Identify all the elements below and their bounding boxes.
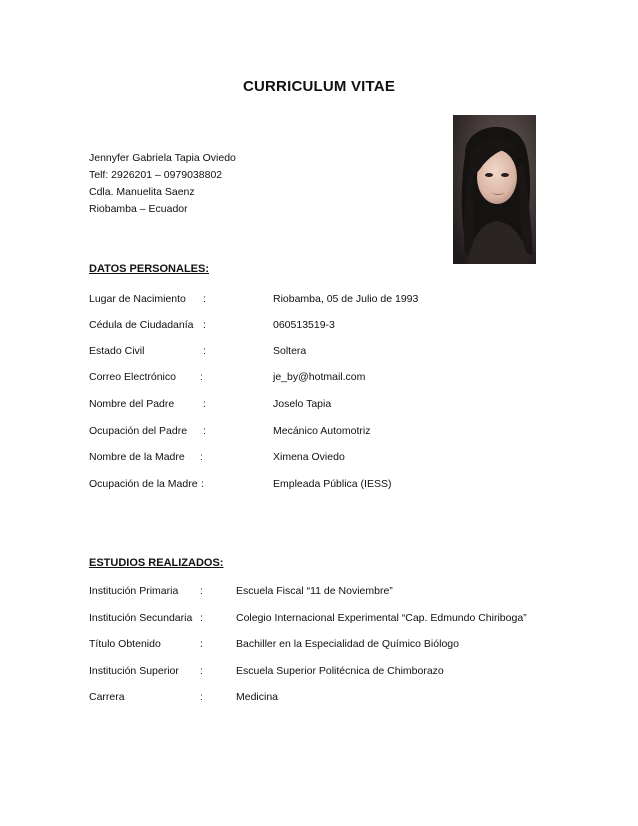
- studies-heading: ESTUDIOS REALIZADOS:: [89, 557, 224, 569]
- document-title: CURRICULUM VITAE: [242, 78, 396, 95]
- row-label: Institución Secundaria: [89, 612, 193, 624]
- row-separator: :: [200, 665, 203, 677]
- row-separator: :: [200, 638, 203, 650]
- row-separator: :: [203, 398, 206, 410]
- contact-name: Jennyfer Gabriela Tapia Oviedo: [89, 152, 236, 164]
- row-label: Ocupación de la Madre: [89, 478, 198, 490]
- row-separator: :: [200, 612, 203, 624]
- contact-phone: Telf: 2926201 – 0979038802: [89, 169, 223, 181]
- row-value: Escuela Superior Politécnica de Chimborazo: [236, 665, 444, 677]
- row-separator: :: [203, 425, 206, 437]
- row-label: Carrera: [89, 691, 125, 703]
- row-value: Joselo Tapia: [273, 398, 332, 410]
- row-value: Medicina: [236, 691, 279, 703]
- row-value: Colegio Internacional Experimental “Cap. Edmundo Chiriboga”: [236, 612, 527, 624]
- profile-photo: [453, 115, 536, 264]
- row-value: 060513519-3: [273, 319, 335, 331]
- row-value: Bachiller en la Especialidad de Químico Biólogo: [236, 638, 459, 650]
- row-label: Nombre del Padre: [89, 398, 175, 410]
- row-label: Ocupación del Padre: [89, 425, 188, 437]
- row-separator: :: [200, 691, 203, 703]
- row-label: Institución Superior: [89, 665, 179, 677]
- row-value: Soltera: [273, 345, 307, 357]
- contact-city: Riobamba – Ecuador: [89, 203, 188, 215]
- row-label: Título Obtenido: [89, 638, 161, 650]
- row-value: Mecánico Automotriz: [273, 425, 371, 437]
- row-separator: :: [200, 585, 203, 597]
- row-label: Cédula de Ciudadanía: [89, 319, 194, 331]
- row-label: Estado Civil: [89, 345, 145, 357]
- personal-data-heading: DATOS PERSONALES:: [89, 263, 209, 275]
- row-separator: :: [203, 319, 206, 331]
- row-label: Correo Electrónico: [89, 371, 176, 383]
- row-value: Escuela Fiscal “11 de Noviembre”: [236, 585, 393, 597]
- row-value: Empleada Pública (IESS): [273, 478, 392, 490]
- row-value: Riobamba, 05 de Julio de 1993: [273, 293, 419, 305]
- row-separator: :: [200, 371, 203, 383]
- row-label: Nombre de la Madre: [89, 451, 185, 463]
- row-separator: :: [200, 451, 203, 463]
- contact-block: [89, 150, 236, 218]
- row-separator: :: [201, 478, 204, 490]
- row-value[interactable]: je_by@hotmail.com: [273, 371, 366, 383]
- row-separator: :: [203, 293, 206, 305]
- contact-address: Cdla. Manuelita Saenz: [89, 186, 195, 198]
- row-value: Ximena Oviedo: [273, 451, 345, 463]
- row-separator: :: [203, 345, 206, 357]
- row-label: Institución Primaria: [89, 585, 179, 597]
- row-label: Lugar de Nacimiento: [89, 293, 186, 305]
